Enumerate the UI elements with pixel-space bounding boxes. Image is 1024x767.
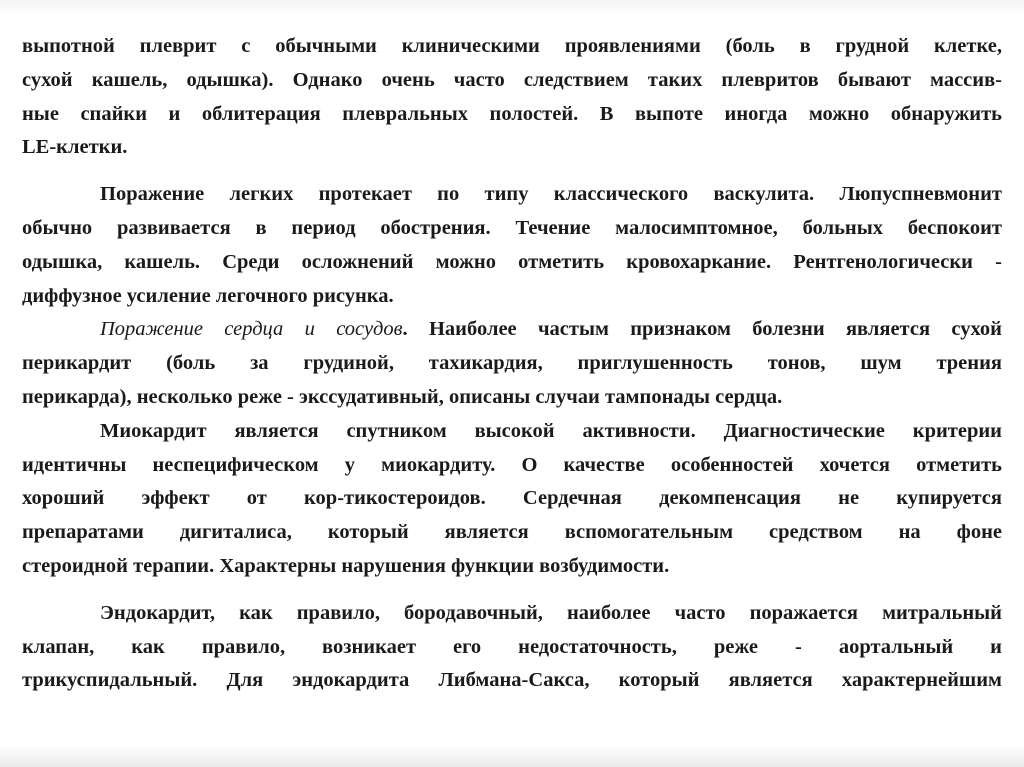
top-edge — [0, 0, 1024, 14]
text-line: диффузное усиление легочного рисунка. — [22, 284, 394, 307]
text-line — [22, 313, 1002, 347]
bottom-edge — [0, 745, 1024, 767]
text-line: трикуспидальный. Для эндокардита Либмана-Сакса, который является характернейшим — [22, 669, 1002, 692]
text-line: одышка, кашель. Среди осложнений можно отметить кровохаркание. Рентгенологически - — [22, 250, 1002, 273]
text-line: стероидной терапии. Характерны нарушения функции возбудимости. — [22, 554, 670, 577]
text-line: перикарда), несколько реже - экссудативный, описаны случаи тампонады сердца. — [22, 385, 783, 408]
paragraph-myocarditis — [22, 415, 1002, 584]
text-line: ные спайки и облитерация плевральных полостей. В выпоте иногда можно обнаружить — [22, 102, 1002, 125]
text-line: выпотной плеврит с обычными клиническими проявлениями (боль в грудной клетке, — [22, 35, 1002, 57]
text-line-rest: . Наиболее частым признаком болезни является сухой — [402, 318, 1002, 341]
text-line: клапан, как правило, возникает его недостаточность, реже - аортальный и — [22, 635, 1002, 658]
text-line: хороший эффект от кор-тикостероидов. Сердечная декомпенсация не купируется — [22, 487, 1002, 510]
text-line: Эндокардит, как правило, бородавочный, наиболее часто поражается митральный — [100, 601, 1002, 624]
section-heading-heart: Поражение сердца и сосудов — [100, 318, 403, 341]
paragraph-heart — [22, 313, 1002, 414]
text-line: перикардит (боль за грудиной, тахикардия, приглушенность тонов, шум трения — [22, 352, 1002, 375]
paragraph-endocarditis — [22, 597, 1002, 698]
text-line: препаратами дигиталиса, который является вспомогательным средством на фоне — [22, 521, 1002, 544]
text-line: Миокардит является спутником высокой активности. Диагностические критерии — [100, 419, 1002, 442]
paragraph-lungs — [22, 178, 1002, 313]
text-line: Поражение легких протекает по типу классического васкулита. Люпуспневмонит — [100, 183, 1002, 206]
text-line: сухой кашель, одышка). Однако очень часто следствием таких плевритов бывают массив- — [22, 68, 1002, 91]
document-text — [22, 30, 1002, 698]
text-line: обычно развивается в период обострения. Течение малосимптомное, больных беспокоит — [22, 216, 1002, 239]
paragraph-pleurisy — [22, 30, 1002, 165]
text-line: LE-клетки. — [22, 136, 128, 159]
text-line: идентичны неспецифическом у миокардиту. О качестве особенностей хочется отметить — [22, 453, 1002, 476]
